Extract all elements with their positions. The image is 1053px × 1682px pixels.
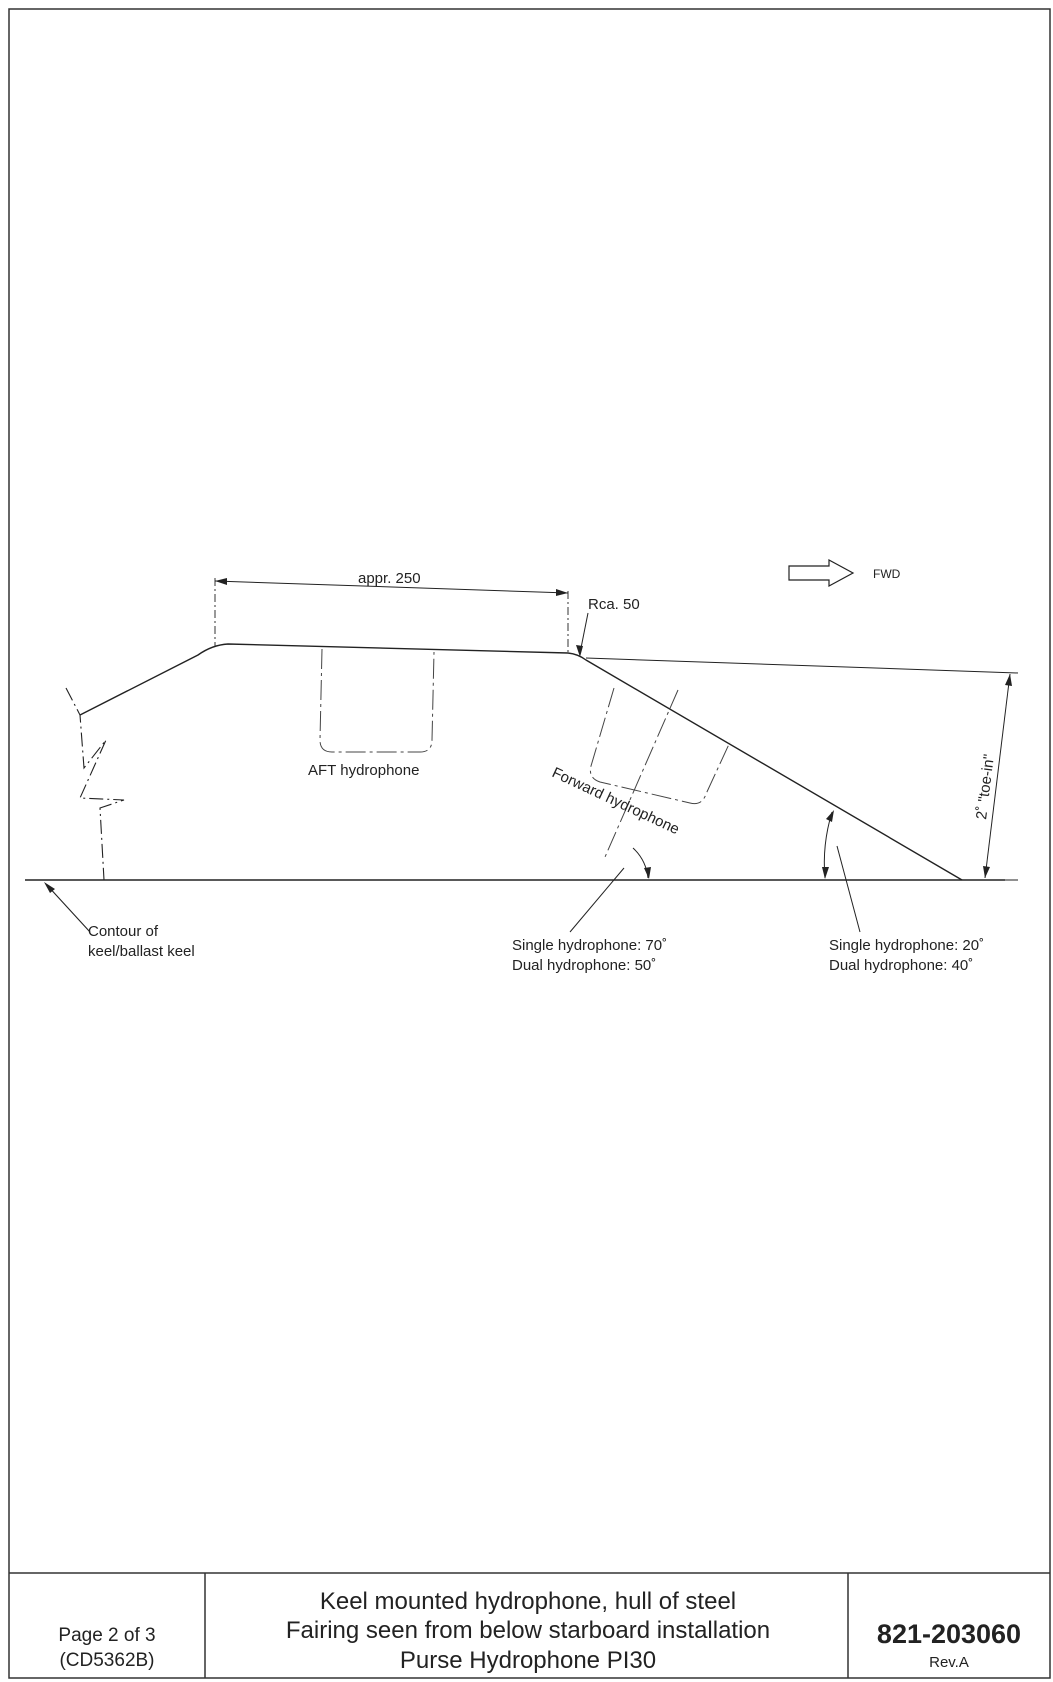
radius-label: Rca. 50 <box>588 596 640 613</box>
contour-label-line-2: keel/ballast keel <box>88 943 195 960</box>
page-number: Page 2 of 3 <box>58 1625 156 1646</box>
title-block <box>9 1573 1050 1678</box>
angle-arc-mid <box>570 848 651 932</box>
fairing-outline <box>80 644 962 880</box>
forward-hydrophone-label: Forward hydrophone <box>549 764 682 839</box>
forward-hydrophone-outline <box>590 688 730 804</box>
title-line-2: Fairing seen from below starboard installation <box>285 1617 771 1644</box>
angle-mid-dual: Dual hydrophone: 50˚ <box>512 957 657 974</box>
title-line-1: Keel mounted hydrophone, hull of steel <box>319 1588 737 1615</box>
angle-right-single: Single hydrophone: 20˚ <box>829 937 985 954</box>
contour-leader <box>44 882 90 932</box>
drawing-number: 821-203060 <box>876 1619 1022 1649</box>
sheet-border <box>9 9 1050 1678</box>
fwd-label: FWD <box>873 567 901 581</box>
toe-in-reference-line <box>586 658 1018 673</box>
dimension-250 <box>215 578 568 653</box>
angle-mid-single: Single hydrophone: 70˚ <box>512 937 668 954</box>
revision: Rev.A <box>929 1654 969 1671</box>
radius-leader <box>576 613 588 657</box>
dimension-label: appr. 250 <box>358 570 421 587</box>
aft-hydrophone-label: AFT hydrophone <box>308 762 420 779</box>
title-line-3: Purse Hydrophone PI30 <box>399 1647 657 1674</box>
break-line <box>66 688 124 880</box>
toe-in-label: 2˚ "toe-in" <box>973 753 998 821</box>
aft-hydrophone-outline <box>320 649 434 752</box>
angle-right-dual: Dual hydrophone: 40˚ <box>829 957 974 974</box>
contour-label-line-1: Contour of <box>88 923 159 940</box>
document-reference: (CD5362B) <box>59 1650 155 1671</box>
fwd-arrow-icon <box>789 560 853 586</box>
angle-arc-right <box>822 810 860 932</box>
